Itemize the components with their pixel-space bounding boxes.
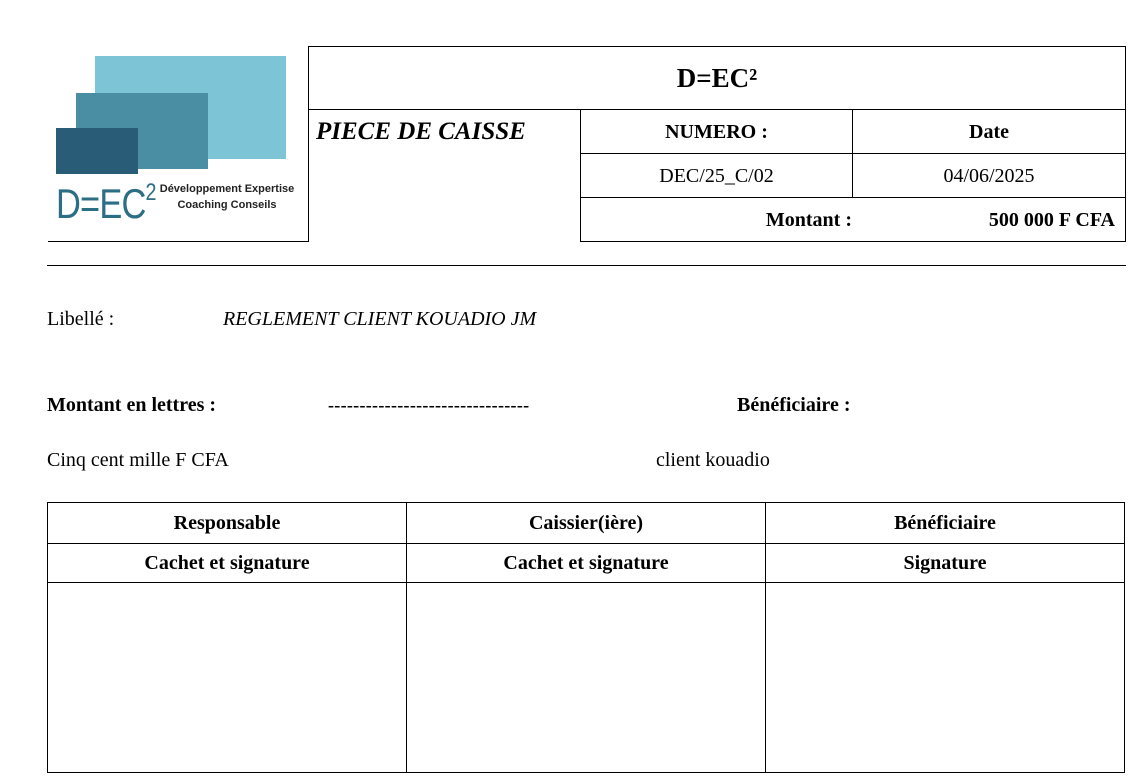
- dashed-line: --------------------------------: [328, 395, 530, 415]
- col-subtitle-caissier: Cachet et signature: [407, 544, 766, 583]
- libelle-label: Libellé :: [47, 308, 115, 330]
- signature-area-row: [48, 583, 1125, 773]
- numero-label: NUMERO :: [665, 120, 768, 143]
- logo-block-dark: [56, 128, 138, 174]
- date-label: Date: [969, 120, 1009, 143]
- signature-header-row: [48, 503, 1125, 544]
- section-divider: [47, 265, 1126, 266]
- grid-line: [580, 153, 1126, 154]
- beneficiaire-value: client kouadio: [656, 449, 770, 471]
- brand-title: D=EC²: [676, 62, 758, 93]
- company-logo: [48, 48, 308, 242]
- logo-tagline-line-1: Développement Expertise: [159, 183, 295, 195]
- col-title-beneficiaire: Bénéficiaire: [766, 503, 1125, 544]
- logo-underline: [48, 241, 308, 242]
- libelle-value: REGLEMENT CLIENT KOUADIO JM: [223, 308, 537, 330]
- beneficiaire-label: Bénéficiaire :: [737, 394, 851, 416]
- montant-label: Montant :: [765, 208, 852, 231]
- signature-subheader-row: [48, 544, 1125, 583]
- montant-lettres-label: Montant en lettres :: [47, 394, 217, 416]
- col-title-caissier: Caissier(ière): [407, 503, 766, 544]
- signature-box-responsable[interactable]: [48, 583, 407, 773]
- numero-value: DEC/25_C/02: [659, 164, 774, 187]
- col-subtitle-responsable: Cachet et signature: [48, 544, 407, 583]
- montant-lettres-value: Cinq cent mille F CFA: [47, 449, 229, 471]
- col-title-responsable: Responsable: [48, 503, 407, 544]
- montant-value: 500 000 F CFA: [988, 208, 1115, 231]
- grid-line: [1125, 46, 1126, 242]
- logo-tagline-line-2: Coaching Conseils: [177, 199, 277, 211]
- signature-table: [47, 502, 1125, 773]
- logo-mark: $D=EC^2$: [56, 179, 156, 227]
- col-subtitle-beneficiaire: Signature: [766, 544, 1125, 583]
- grid-line: [580, 197, 1126, 198]
- grid-line: [308, 109, 1126, 110]
- date-value: 04/06/2025: [943, 164, 1035, 187]
- logo-tagline: [152, 181, 302, 213]
- signature-box-beneficiaire[interactable]: [766, 583, 1125, 773]
- signature-box-caissier[interactable]: [407, 583, 766, 773]
- grid-line: [580, 241, 1126, 242]
- document-type: PIECE DE CAISSE: [316, 118, 526, 145]
